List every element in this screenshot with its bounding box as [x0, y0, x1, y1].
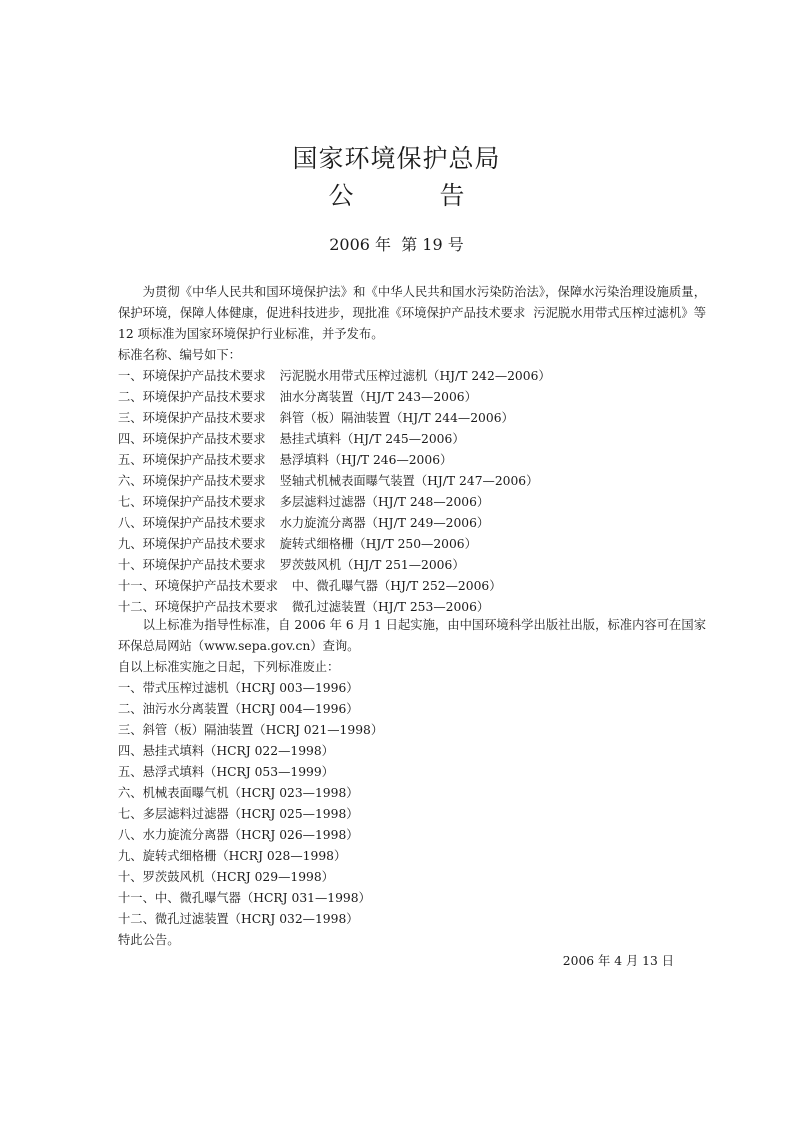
intro-paragraph: 为贯彻《中华人民共和国环境保护法》和《中华人民共和国水污染防治法》，保障水污染治理设施质量，保护环境，保障人体健康，促进科技进步，现批准《环境保护产品技术要求 污泥脱水用带式压榨过滤机》等 12 项标准为国家环境保护行业标准，并予发布。 — [118, 285, 710, 341]
standard-item — [118, 471, 538, 492]
document-type — [0, 176, 793, 212]
standard-prefix: 四、环境保护产品技术要求 — [118, 432, 266, 446]
repealed-item: 四、悬挂式填料（HCRJ 022—1998） — [118, 744, 334, 758]
repealed-item: 三、斜管（板）隔油装置（HCRJ 021—1998） — [118, 723, 384, 737]
standard-prefix: 三、环境保护产品技术要求 — [118, 411, 266, 425]
closing-text: 特此公告。 — [118, 933, 180, 947]
standard-item — [118, 534, 477, 555]
standard-prefix: 六、环境保护产品技术要求 — [118, 474, 266, 488]
repealed-item: 二、油污水分离装置（HCRJ 004—1996） — [118, 702, 359, 716]
standard-prefix: 十一、环境保护产品技术要求 — [118, 579, 278, 593]
standard-item — [118, 429, 465, 450]
standard-item — [118, 555, 465, 576]
repealed-item: 七、多层滤料过滤器（HCRJ 025—1998） — [118, 807, 359, 821]
standard-item — [118, 450, 452, 471]
standard-prefix: 八、环境保护产品技术要求 — [118, 516, 266, 530]
standard-prefix: 九、环境保护产品技术要求 — [118, 537, 266, 551]
standard-item — [118, 513, 489, 534]
standard-item — [118, 408, 514, 429]
standard-name: 多层滤料过滤器（HJ/T 248—2006） — [279, 495, 490, 509]
standard-item — [118, 492, 489, 513]
repealed-item: 十一、中、微孔曝气器（HCRJ 031—1998） — [118, 891, 371, 905]
repealed-item: 九、旋转式细格栅（HCRJ 028—1998） — [118, 849, 347, 863]
list-intro — [118, 345, 241, 366]
document-type-left: 公 — [328, 181, 354, 210]
standard-name: 悬挂式填料（HJ/T 245—2006） — [279, 432, 465, 446]
repealed-item: 八、水力旋流分离器（HCRJ 026—1998） — [118, 828, 359, 842]
standard-prefix: 五、环境保护产品技术要求 — [118, 453, 266, 467]
standard-name: 污泥脱水用带式压榨过滤机（HJ/T 242—2006） — [279, 369, 551, 383]
standard-item — [118, 366, 551, 387]
repealed-item: 十、罗茨鼓风机（HCRJ 029—1998） — [118, 870, 334, 884]
repeal-intro — [118, 657, 339, 678]
standard-name: 中、微孔曝气器（HJ/T 252—2006） — [291, 579, 502, 593]
standard-prefix: 一、环境保护产品技术要求 — [118, 369, 266, 383]
standard-name: 斜管（板）隔油装置（HJ/T 244—2006） — [279, 411, 514, 425]
standard-name: 竖轴式机械表面曝气装置（HJ/T 247—2006） — [279, 474, 539, 488]
document-type-right: 告 — [439, 181, 465, 210]
list-intro-text: 标准名称、编号如下： — [118, 348, 241, 362]
effective-note: 以上标准为指导性标准，自 2006 年 6 月 1 日起实施，由中国环境科学出版社出版，标准内容可在国家环保总局网站（www.sepa.gov.cn）查询。 — [118, 618, 706, 653]
standard-name: 水力旋流分离器（HJ/T 249—2006） — [279, 516, 490, 530]
standard-name: 罗茨鼓风机（HJ/T 251—2006） — [279, 558, 465, 572]
standard-prefix: 二、环境保护产品技术要求 — [118, 390, 266, 404]
standard-item — [118, 387, 477, 408]
repeal-intro-text: 自以上标准实施之日起，下列标准废止： — [118, 660, 340, 674]
standard-prefix: 七、环境保护产品技术要求 — [118, 495, 266, 509]
announcement-number: 2006 年 第 19 号 — [329, 235, 464, 254]
standard-prefix: 十、环境保护产品技术要求 — [118, 558, 266, 572]
issue-date: 2006 年 4 月 13 日 — [562, 954, 674, 968]
standard-item — [118, 576, 502, 597]
standard-name: 油水分离装置（HJ/T 243—2006） — [279, 390, 477, 404]
repealed-item: 六、机械表面曝气机（HCRJ 023—1998） — [118, 786, 359, 800]
repealed-item: 五、悬浮式填料（HCRJ 053—1999） — [118, 765, 334, 779]
agency-title: 国家环境保护总局 — [292, 144, 501, 173]
repealed-item: 一、带式压榨过滤机（HCRJ 003—1996） — [118, 681, 359, 695]
standard-name: 旋转式细格栅（HJ/T 250—2006） — [279, 537, 477, 551]
repealed-item: 十二、微孔过滤装置（HCRJ 032—1998） — [118, 912, 359, 926]
standard-name: 悬浮填料（HJ/T 246—2006） — [279, 453, 453, 467]
standard-prefix: 十二、环境保护产品技术要求 — [118, 600, 278, 614]
standard-name: 微孔过滤装置（HJ/T 253—2006） — [291, 600, 490, 614]
